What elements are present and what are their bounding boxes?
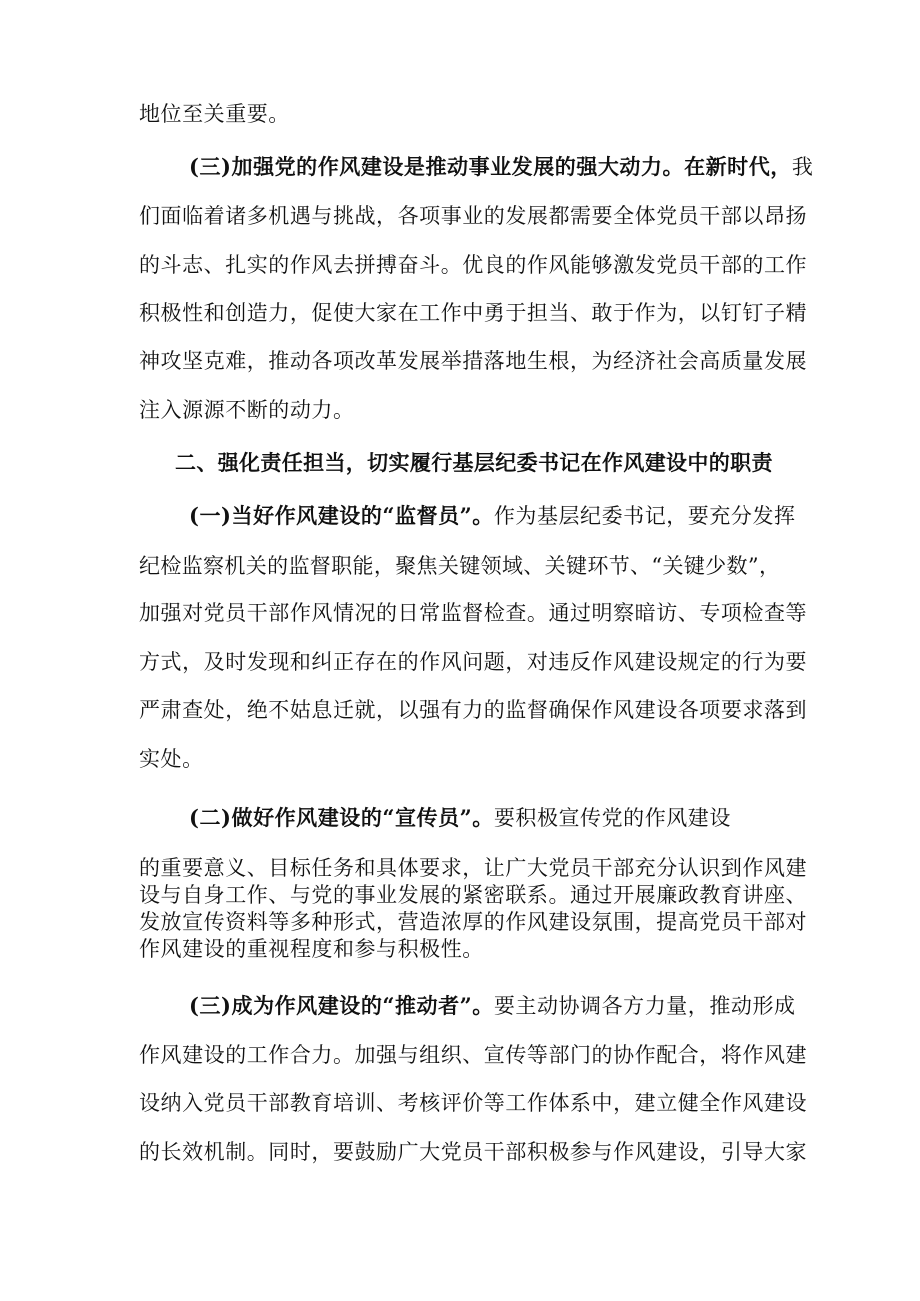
paragraph-first-rest: 作为基层纪委书记，要充分发挥	[493, 504, 796, 528]
section-heading: 二、强化责任担当，切实履行基层纪委书记在作风建设中的职责	[175, 450, 773, 475]
paragraph-line: 纪检监察机关的监督职能，聚焦关键领域、关键环节、“关键少数”，	[139, 554, 781, 578]
paragraph-line: 神攻坚克难，推动各项改革发展举措落地生根，为经济社会高质量发展	[139, 349, 808, 373]
paragraph-lead-tail: 我	[791, 155, 814, 179]
paragraph-first-line	[189, 993, 796, 1019]
paragraph-line: 作风建设的工作合力。加强与组织、宣传等部门的协作配合，将作风建	[139, 1043, 808, 1067]
paragraph-line: 注入源源不断的动力。	[139, 398, 355, 422]
paragraph-line: 的斗志、扎实的作风去拼搏奋斗。优良的作风能够激发党员干部的工作	[139, 253, 808, 277]
paragraph-line: 方式，及时发现和纠正存在的作风问题，对违反作风建设规定的行为要	[139, 650, 808, 674]
paragraph-line: 发放宣传资料等多种形式，营造浓厚的作风建设氛围，提高党员干部对	[139, 910, 808, 934]
paragraph-first-line	[189, 154, 814, 180]
paragraph-line: 设与自身工作、与党的事业发展的紧密联系。通过开展廉政教育讲座、	[139, 883, 808, 907]
paragraph-first-line	[189, 805, 749, 831]
paragraph-lead-heading: (一)当好作风建设的“监督员”。	[189, 503, 494, 528]
paragraph-first-rest: 要主动协调各方力量，推动形成	[493, 994, 796, 1018]
paragraph-line: 积极性和创造力，促使大家在工作中勇于担当、敢于作为，以钉钉子精	[139, 301, 808, 325]
paragraph-line: 实处。	[139, 747, 204, 771]
paragraph-line: 地位至关重要。	[139, 102, 290, 126]
paragraph-lead-heading: (三)成为作风建设的“推动者”。	[189, 993, 494, 1018]
paragraph-lead-heading: (二)做好作风建设的“宣传员”。	[189, 805, 494, 830]
paragraph-line: 作风建设的重视程度和参与积极性。	[139, 937, 484, 961]
paragraph-line: 的重要意义、目标任务和具体要求，让广大党员干部充分认识到作风建	[139, 856, 808, 880]
paragraph-first-rest: 要积极宣传党的作风建设	[493, 806, 731, 830]
paragraph-first-line	[189, 503, 796, 529]
paragraph-line: 的长效机制。同时，要鼓励广大党员干部积极参与作风建设，引导大家	[139, 1140, 808, 1164]
paragraph-line: 严肃查处，绝不姑息迁就，以强有力的监督确保作风建设各项要求落到	[139, 698, 808, 722]
paragraph-line: 们面临着诸多机遇与挑战，各项事业的发展都需要全体党员干部以昂扬	[139, 204, 808, 228]
paragraph-line: 设纳入党员干部教育培训、考核评价等工作体系中，建立健全作风建设	[139, 1091, 808, 1115]
paragraph-line: 加强对党员干部作风情况的日常监督检查。通过明察暗访、专项检查等	[139, 601, 808, 625]
paragraph-lead-heading: (三)加强党的作风建设是推动事业发展的强大动力。在新时代，	[189, 154, 792, 179]
